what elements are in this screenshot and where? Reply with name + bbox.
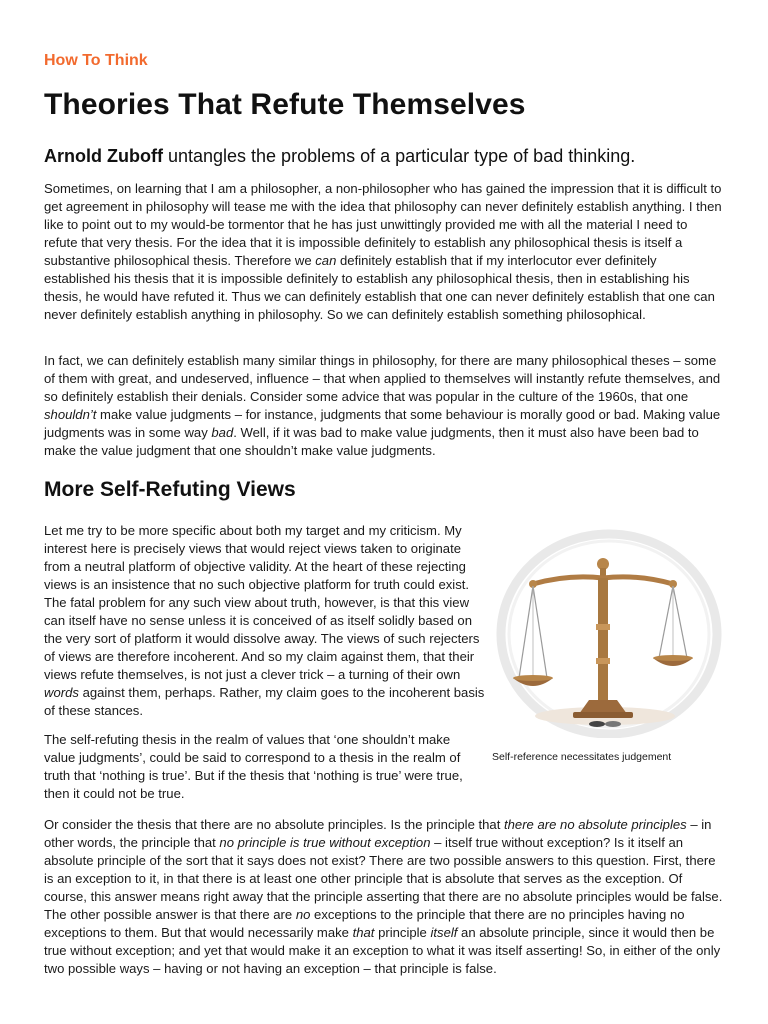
figure-caption: Self-reference necessitates judgement <box>492 751 672 763</box>
paragraph-1: Sometimes, on learning that I am a philosopher, a non-philosopher who has gained the impression that it is difficult to get agreement in philosophy will tease me with the idea that philosophy can never definitely establish anything. I then like to point out to my would-be tormentor that he has just unwittingly provided me with all the material I need to refute that very thesis. For the idea that it is impossible definitely to establish any philosophical thesis is itself a substantive philosophical thesis. Therefore we can definitely establish that if my interlocutor ever definitely established his thesis that it is impossible definitely to establish any philosophical thesis, then in establishing his thesis, he would have refuted it. Thus we can definitely establish that one can never definitely establish that one can never definitely establish anything in philosophy. So we can definitely establish something philosophical. <box>44 181 722 322</box>
paragraph-1-block <box>44 180 722 324</box>
paragraph-2: In fact, we can definitely establish many similar things in philosophy, for there are many philosophical theses – some of them with great, and undeserved, influence – that when applied to themselves will instantly refute themselves, and so definitely establish their denials. Consider some advice that was popular in the culture of the 1960s, that one shouldn’t make value judgments – for instance, judgments that some behaviour is morally good or bad. Making value judgments was in some way bad. Well, if it was bad to make value judgments, then it must also have been bad to make the value judgment that one shouldn’t make value judgments. <box>44 353 721 458</box>
paragraph-2-block <box>44 352 722 460</box>
figure-scales <box>493 528 725 738</box>
paragraph-3-block <box>44 522 486 720</box>
scales-of-justice-icon <box>493 528 725 738</box>
article-title: Theories That Refute Themselves <box>44 88 526 121</box>
standfirst <box>44 146 635 167</box>
standfirst-text: untangles the problems of a particular type of bad thinking. <box>162 146 636 166</box>
paragraph-4: The self-refuting thesis in the realm of values that ‘one shouldn’t make value judgments’, could be said to correspond to a thesis in the realm of truth that ‘nothing is true’. But if the thesis that ‘nothing is true’ were true, then it could not be true. <box>44 732 463 801</box>
paragraph-5: Or consider the thesis that there are no absolute principles. Is the principle that there are no absolute principles – in other words, the principle that no principle is true without exception – itself true without exception? Is it itself an absolute principle of the sort that it says does not exist? There are two possible answers to this question. First, there is an exception to it, in that there is at least one other principle that is absolute that serves as the exception. Of course, this answer means right away that the principle asserting that there are no absolute principles would be false. The other possible answer is that there are no exceptions to the principle that there are no principles having no exceptions to them. But that would necessarily make that principle itself an absolute principle, since it would then be true without exception; and yet that would make it an exception to what it was itself asserting! So, in either of the only two possible ways – having or not having an exception – that principle is false. <box>44 817 723 976</box>
section-kicker[interactable]: How To Think <box>44 52 148 69</box>
author-name: Arnold Zuboff <box>44 146 163 166</box>
section-heading: More Self-Refuting Views <box>44 478 296 501</box>
paragraph-5-block <box>44 816 724 978</box>
paragraph-3: Let me try to be more specific about both my target and my criticism. My interest here is precisely views that would reject views taken to originate from a neutral platform of objective validity. At the heart of these rejecting views is an insistence that no such objective platform for truth could exist. The fatal problem for any such view about truth, however, is that this view can itself have no sense unless it is conceived of as itself solidly based on the very sort of platform it would dissolve away. The views of such rejecters of views are therefore incoherent. And so my claim against them, that their views refute themselves, is not just a clever trick – a turning of their own words against them, perhaps. Rather, my claim goes to the incoherent basis of these stances. <box>44 523 485 718</box>
paragraph-4-block <box>44 731 482 803</box>
